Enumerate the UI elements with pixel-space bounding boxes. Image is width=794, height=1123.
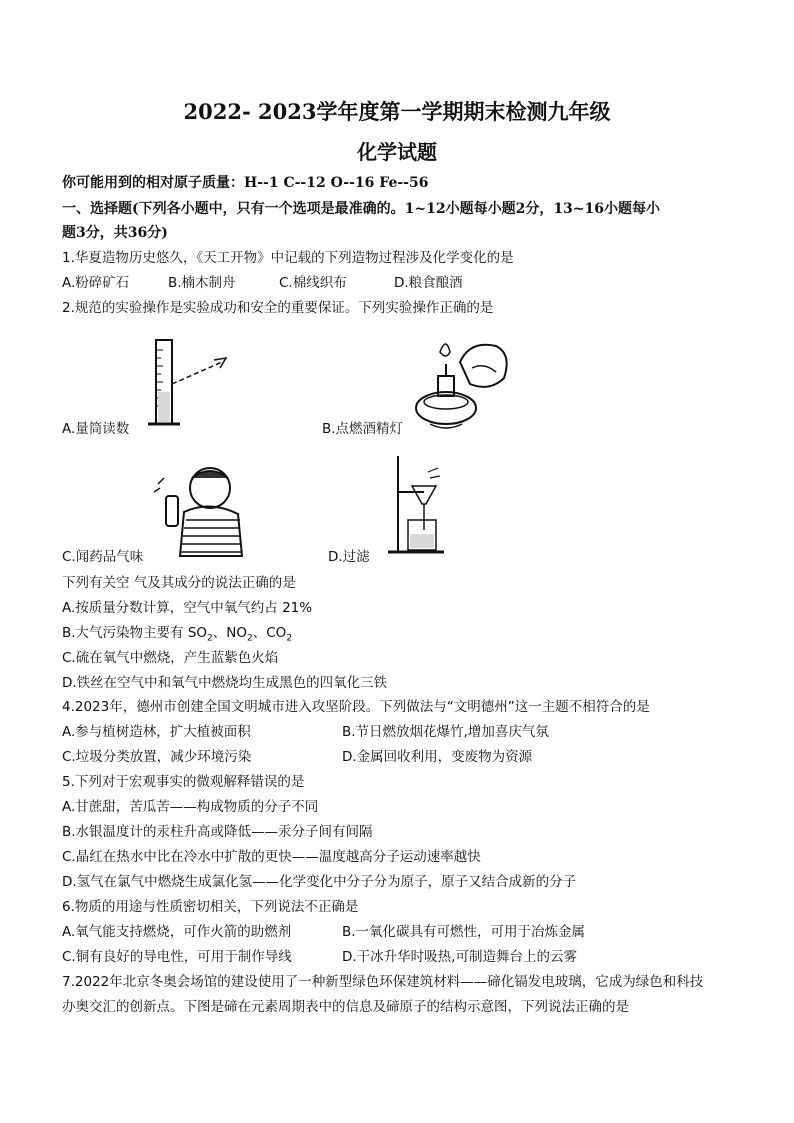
q2-option-a: A.量筒读数 — [62, 421, 130, 437]
alcohol-lamp-figure — [400, 332, 520, 436]
q4-option-c: C.垃圾分类放置，减少环境污染 — [62, 749, 252, 765]
section-heading-line2: 题3分，共36分) — [62, 225, 168, 241]
q6-option-d: D.干冰升华时吸热,可制造舞台上的云雾 — [342, 949, 577, 965]
subscript: 2 — [247, 633, 253, 644]
q3-option-b-text: 、NO — [212, 625, 248, 641]
section-heading-line1: 一、选择题(下列各小题中，只有一个选项是最准确的。1~12小题每小题2分，13~16小题每小 — [62, 201, 661, 217]
q3-option-d: D.铁丝在空气中和氧气中燃烧均生成黑色的四氧化三铁 — [62, 675, 388, 691]
q5-option-b: B.水银温度计的汞柱升高或降低——汞分子间有间隔 — [62, 824, 373, 840]
q5-option-c: C.晶红在热水中比在冷水中扩散的更快——温度越高分子运动速率越快 — [62, 849, 481, 865]
q4-option-d: D.金属回收利用，变废物为资源 — [342, 749, 533, 765]
q1-option-c: C.棉线织布 — [279, 275, 347, 291]
q2-option-c: C.闻药品气味 — [62, 549, 144, 565]
exam-subtitle: 化学试题 — [357, 140, 437, 164]
q3-option-c: C.硫在氧气中燃烧，产生蓝紫色火焰 — [62, 650, 279, 666]
atomic-mass-line: 你可能用到的相对原子质量：H--1 C--12 O--16 Fe--56 — [62, 175, 429, 191]
q3-option-b-text: B.大气污染物主要有 SO — [62, 625, 208, 641]
filtration-figure — [384, 452, 454, 562]
q3-option-b — [62, 624, 292, 648]
subscript: 2 — [207, 633, 213, 644]
q5-stem: 5.下列对于宏观事实的微观解释错误的是 — [62, 774, 305, 790]
q3-option-a: A.按质量分数计算，空气中氧气约占 21% — [62, 600, 313, 616]
exam-title: 2022- 2023学年度第一学期期末检测九年级 — [183, 99, 611, 124]
q2-stem: 2.规范的实验操作是实验成功和安全的重要保证。下列实验操作正确的是 — [62, 300, 494, 316]
q2-option-b: B.点燃酒精灯 — [322, 421, 404, 437]
q5-option-d: D.氢气在氯气中燃烧生成氯化氢——化学变化中分子分为原子，原子又结合成新的分子 — [62, 874, 577, 890]
q6-option-c: C.铜有良好的导电性，可用于制作导线 — [62, 949, 292, 965]
q4-option-a: A.参与植树造林，扩大植被面积 — [62, 724, 251, 740]
q7-stem-line1: 7.2022年北京冬奥会场馆的建设使用了一种新型绿色环保建筑材料——碲化镉发电玻璃，它成为绿色和科技 — [62, 974, 704, 990]
q6-option-b: B.一氧化碳具有可燃性，可用于冶炼金属 — [342, 924, 586, 940]
q1-option-d: D.粮食酿酒 — [394, 275, 463, 291]
q4-option-b: B.节日燃放烟花爆竹,增加喜庆气氛 — [342, 724, 549, 740]
q7-stem-line2: 办奥交汇的创新点。下图是碲在元素周期表中的信息及碲原子的结构示意图，下列说法正确的是 — [62, 999, 629, 1015]
q3-option-b-text: 、CO — [252, 625, 287, 641]
subscript: 2 — [286, 633, 293, 644]
q1-option-a: A.粉碎矿石 — [62, 275, 130, 291]
q3-stem: 下列有关空 气及其成分的说法正确的是 — [62, 575, 296, 591]
q1-option-b: B.楠木制舟 — [168, 275, 236, 291]
q2-option-d: D.过滤 — [328, 549, 370, 565]
q6-stem: 6.物质的用途与性质密切相关，下列说法不正确是 — [62, 899, 359, 915]
q6-option-a: A.氧气能支持燃烧，可作火箭的助燃剂 — [62, 924, 292, 940]
q4-stem: 4.2023年，德州市创建全国文明城市进入攻坚阶段。下列做法与“文明德州”这一主题不相符合的是 — [62, 699, 650, 715]
smelling-figure — [150, 456, 250, 560]
q1-stem: 1.华夏造物历史悠久，《天工开物》中记载的下列造物过程涉及化学变化的是 — [62, 250, 514, 266]
graduated-cylinder-figure — [140, 336, 240, 432]
q5-option-a: A.甘蔗甜，苦瓜苦——构成物质的分子不同 — [62, 799, 319, 815]
